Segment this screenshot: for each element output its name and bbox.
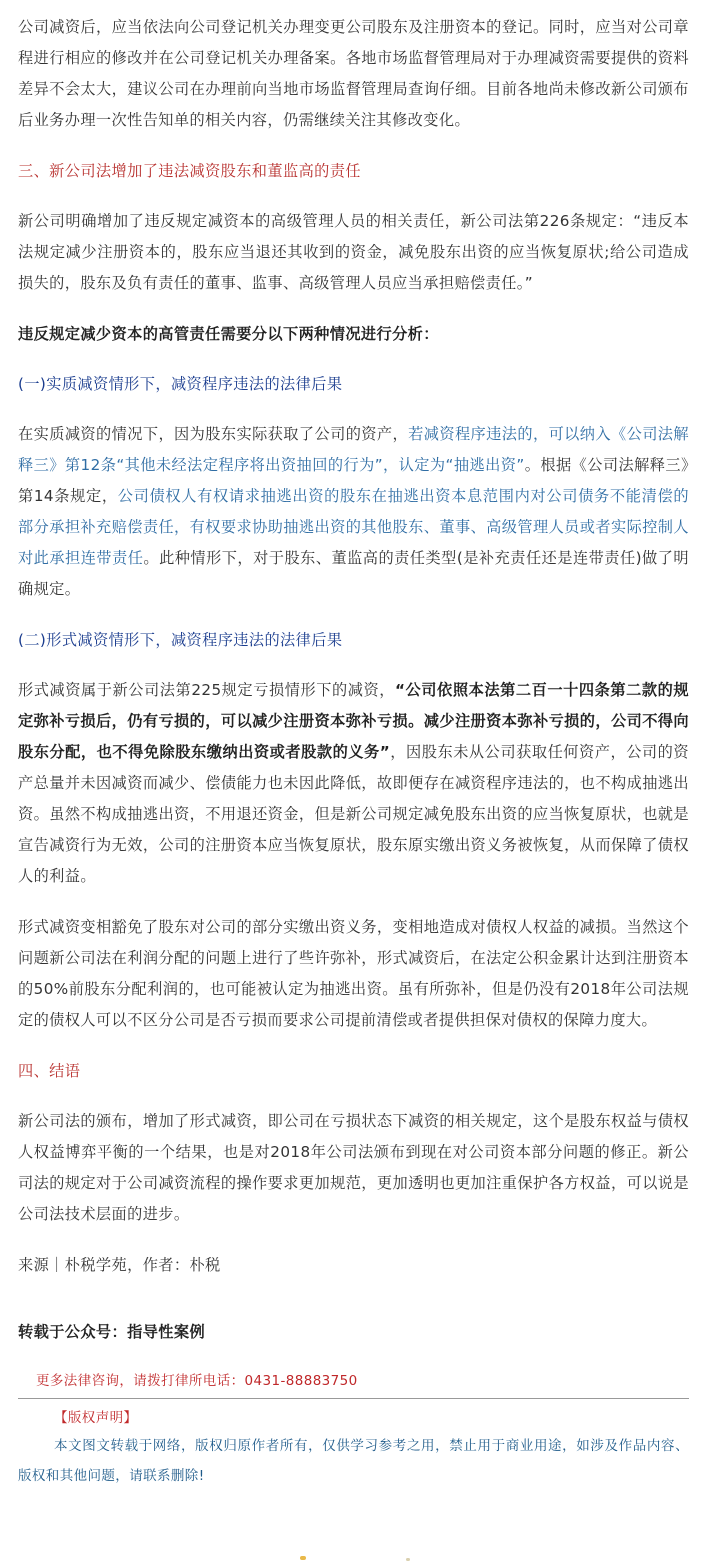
paragraph-registration: 公司减资后，应当依法向公司登记机关办理变更公司股东及注册资本的登记。同时，应当对公司章程进行相应的修改并在公司登记机关办理备案。各地市场监督管理局对于办理减资需要提供的资料差异不会太大，建议公司在办理前向当地市场监督管理局查询仔细。目前各地尚未修改新公司颁布后业务办理一次性告知单的相关内容，仍需继续关注其修改变化。 [18,18,689,129]
paragraph-formal-reduction [18,675,689,892]
highlight-segment: 若减资程序违法的，可以纳入《公司法解释三》第12条“其他未经法定程序将出资抽回的行为”，认定为“抽逃出资” [18,425,689,474]
text-segment: 在实质减资的情况下，因为股东实际获取了公司的资产， [18,425,409,443]
copyright-title: 【版权声明】 [54,1410,138,1426]
text-segment: 。根据《公司法解释三》第14条规定， [18,456,689,505]
paragraph-formal-reduction-effect: 形式减资变相豁免了股东对公司的部分实缴出资义务，变相地造成对债权人权益的减损。当然这个问题新公司法在利润分配的问题上进行了些许弥补，形式减资后，在法定公积金累计达到注册资本的50%前股东分配利润的，也可能被认定为抽逃出资。虽有所弥补，但是仍没有2018年公司法规定的债权人可以不区分公司是否亏损而要求公司提前清偿或者提供担保对债权的保障力度大。 [18,918,689,1029]
divider [18,1398,689,1399]
source-line: 来源｜朴税学苑，作者：朴税 [18,1256,221,1274]
subheading-substantive-reduction: (一)实质减资情形下，减资程序违法的法律后果 [18,375,343,393]
text-segment: 。此种情形下，对于股东、董监高的责任类型(是补充责任还是连带责任)做了明确规定。 [18,549,689,598]
paragraph-substantive-reduction [18,419,689,605]
reprint-line: 转载于公众号：指导性案例 [18,1323,206,1341]
paragraph-conclusion: 新公司法的颁布，增加了形式减资，即公司在亏损状态下减资的相关规定，这个是股东权益与债权人权益博弈平衡的一个结果，也是对2018年公司法颁布到现在对公司资本部分问题的修正。新公司法的规定对于公司减资流程的操作要求更加规范，更加透明也更加注重保护各方权益，可以说是公司法技术层面的进步。 [18,1112,689,1223]
paragraph-article-226: 新公司明确增加了违反规定减资本的高级管理人员的相关责任，新公司法第226条规定：“违反本法规定减少注册资本的，股东应当退还其收到的资金，减免股东出资的应当恢复原状;给公司造成损失的，股东及负有责任的董事、监事、高级管理人员应当承担赔偿责任。” [18,212,689,292]
paragraph-analysis-intro: 违反规定减少资本的高管责任需要分以下两种情况进行分析： [18,325,439,343]
section-heading-3: 三、新公司法增加了违法减资股东和董监高的责任 [18,162,361,180]
copyright-body: 本文图文转载于网络，版权归原作者所有，仅供学习参考之用，禁止用于商业用途，如涉及作品内容、版权和其他问题，请联系删除! [18,1438,689,1484]
highlight-segment: 公司债权人有权请求抽逃出资的股东在抽逃出资本息范围内对公司债务不能清偿的部分承担补充赔偿责任，有权要求协助抽逃出资的其他股东、董事、高级管理人员或者实际控制人对此承担连带责任 [18,487,689,567]
quote-segment: “公司依照本法第二百一十四条第二款的规定弥补亏损后，仍有亏损的，可以减少注册资本弥补亏损。减少注册资本弥补亏损的，公司不得向股东分配，也不得免除股东缴纳出资或者股款的义务” [18,681,689,761]
subheading-formal-reduction: (二)形式减资情形下，减资程序违法的法律后果 [18,631,343,649]
footer-decoration [406,1558,410,1561]
text-segment: 形式减资属于新公司法第225规定亏损情形下的减资， [18,681,395,699]
hotline-text: 更多法律咨询，请拨打律所电话：0431-88883750 [36,1373,358,1389]
text-segment: ，因股东未从公司获取任何资产，公司的资产总量并未因减资而减少、偿债能力也未因此降低，故即便存在减资程序违法的，也不构成抽逃出资。虽然不构成抽逃出资，不用退还资金，但是新公司规定减免股东出资的应当恢复原状，也就是宣告减资行为无效，公司的注册资本应当恢复原状，股东原实缴出资义务被恢复，从而保障了债权人的利益。 [18,743,689,885]
footer-decoration [300,1556,306,1560]
article [0,12,705,1564]
section-heading-4: 四、结语 [18,1062,81,1080]
